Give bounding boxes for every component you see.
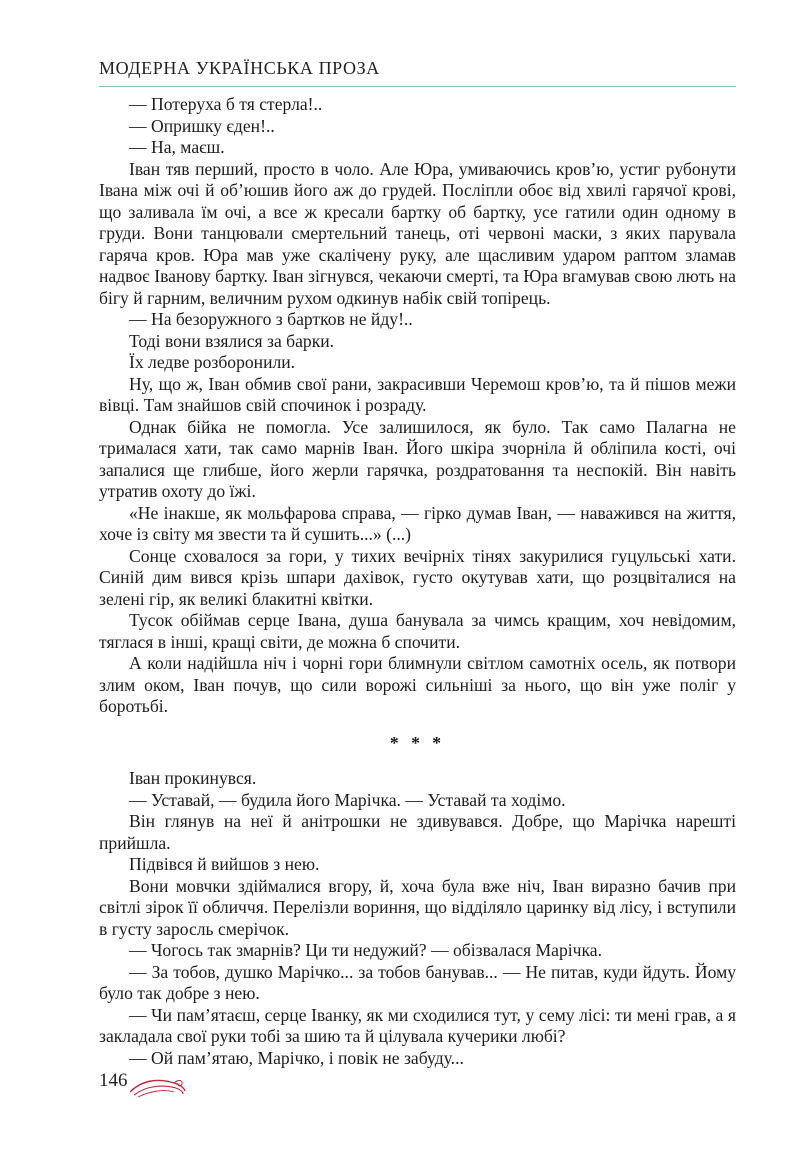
paragraph: Ну, що ж, Іван обмив свої рани, закрасивши Черемош кров’ю, та й пішов межи вівці. Там знайшов свій спочинок і розраду. (99, 373, 736, 415)
paragraph: «Не інакше, як мольфарова справа, — гірко думав Іван, — наважився на життя, хоче із світу мя звести та й сушить...» (...) (99, 502, 736, 544)
paragraph: Вони мовчки здіймалися вгору, й, хоча була вже ніч, Іван виразно бачив при світлі зірок її обличчя. Перелізли вориння, що відділяло царинку від лісу, і вступили в густу заросль смерічок. (99, 875, 736, 939)
flourish-ornament-icon (128, 1074, 188, 1100)
paragraph: Однак бійка не помогла. Усе залишилося, як було. Так само Палагна не трималася хати, так само марнів Іван. Його шкіра зчорніла й обліпила кості, очі запалися ще глибше, його жерли гарячка, роздратовання та неспокій. Він навіть утратив охоту до їжі. (99, 416, 736, 501)
paragraph: — Опришку єден!.. (129, 115, 275, 136)
paragraph: — Потеруха б тя стерла!.. (129, 94, 323, 114)
paragraph: — На, маєш. (129, 137, 225, 157)
header-divider (99, 86, 736, 87)
paragraph: Підвівся й вийшов з нею. (129, 854, 320, 874)
paragraph: — За тобов, душко Марічко... за тобов банував... — Не питав, куди йдуть. Йому було так добре з нею. (99, 961, 736, 1003)
paragraph: — На безоружного з бартков не йду!.. (129, 309, 413, 329)
paragraph: Тоді вони взялися за барки. (129, 330, 335, 351)
page-number: 146 (99, 1070, 128, 1091)
paragraph: Їх ледве розборонили. (129, 352, 296, 372)
section-separator: * * * (389, 732, 446, 753)
paragraph: А коли надійшла ніч і чорні гори блимнули світлом самотніх осель, як потвори злим оком, Іван почув, що сили ворожі сильніші за нього, що він уже поліг у боротьбі. (99, 653, 736, 716)
paragraph: Сонце сховалося за гори, у тихих вечірніх тінях закурилися гуцульські хати. Синій дим вився крізь шпари дахівок, густо окутував хати, що розцвіталися на зелені гір, як великі блакитні квітки. (99, 545, 736, 609)
paragraph: Іван прокинувся. (129, 768, 257, 788)
running-header: МОДЕРНА УКРАЇНСЬКА ПРОЗА (99, 58, 380, 78)
paragraph: — Ой пам’ятаю, Марічко, і повік не забуду... (129, 1047, 464, 1068)
paragraph: Тусок обіймав серце Івана, душа банувала за чимсь кращим, хоч невідомим, тяглася в інші, кращі світи, де можна б спочити. (99, 610, 736, 652)
paragraph: Іван тяв перший, просто в чоло. Але Юра, умиваючись кров’ю, устиг рубонути Івана між очі й об’юшив його аж до грудей. Посліпли обоє від хвилі гарячої крові, що заливала їм очі, а все ж кресали бартку об бартку, усе гатили один одному в груди. Вони танцювали смертельний танець, оті червоні маски, з яких парувала гаряча кров. Юра мав уже скалічену руку, але щасливим ударом раптом зламав надвоє Іванову бартку. Іван зігнувся, чекаючи смерті, та Юра вгамував свою лють на бігу й гарним, величним рухом одкинув набік свій топірець. (99, 158, 736, 308)
paragraph: — Чи пам’ятаєш, серце Іванку, як ми сходилися тут, у сему лісі: ти мені грав, а я закладала свої руки тобі за шию та й цілувала кучерики любі? (99, 1004, 736, 1046)
paragraph: — Чогось так змарнів? Ци ти недужий? — обізвалася Марічка. (129, 940, 602, 960)
body-text (99, 94, 736, 1069)
paragraph: Він глянув на неї й анітрошки не здивувався. Добре, що Марічка нарешті прийшла. (99, 811, 736, 853)
paragraph: — Уставай, — будила його Марічка. — Уставай та ходімо. (129, 789, 566, 810)
